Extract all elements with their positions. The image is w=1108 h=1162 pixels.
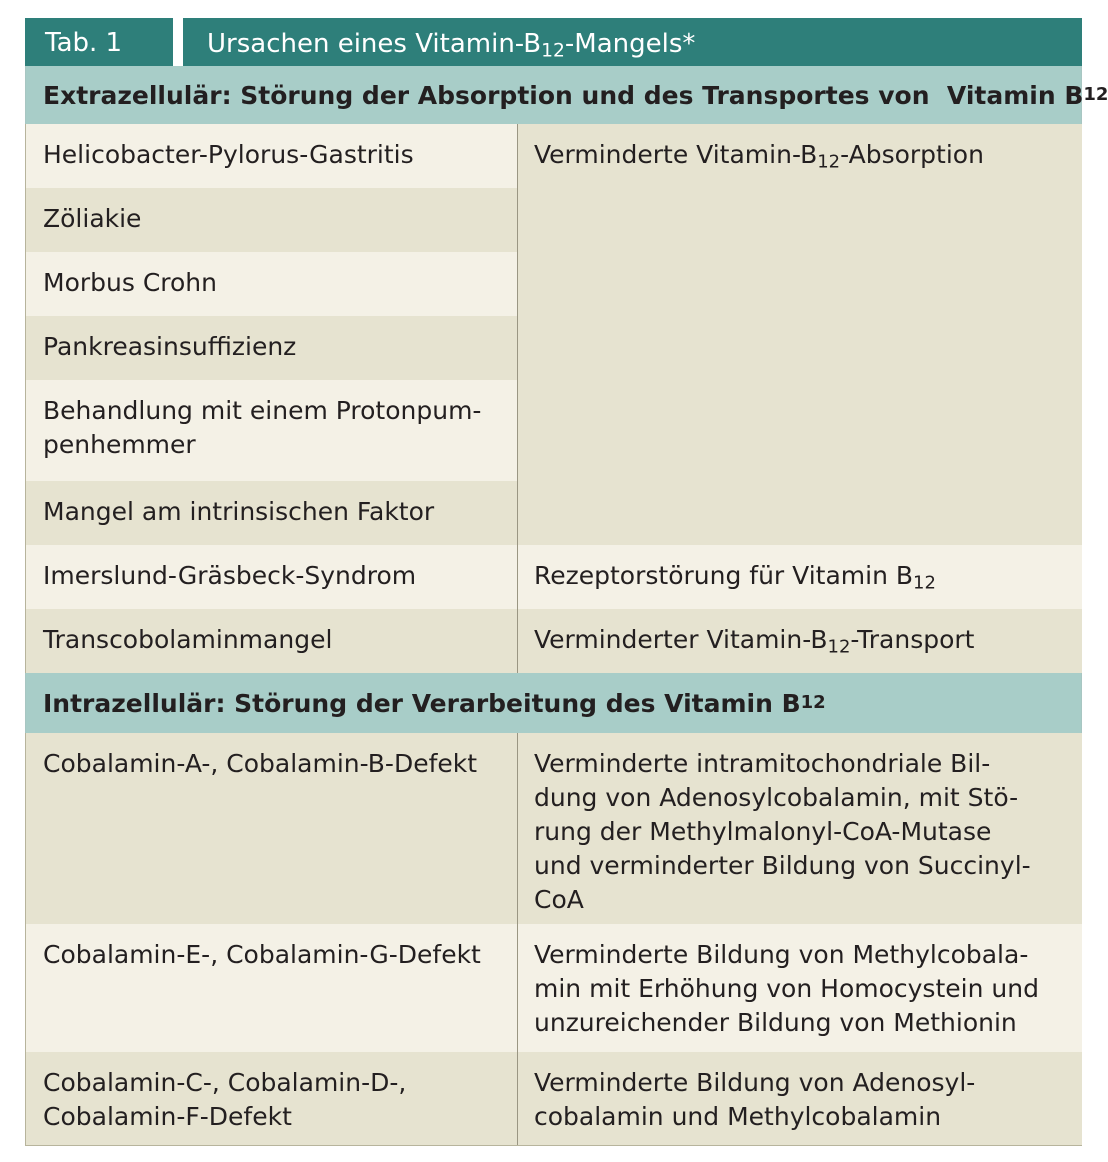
- cause-cell: Cobalamin-E-, Cobalamin-G-Defekt: [26, 924, 518, 1052]
- cause-cell: Transcobolaminmangel: [26, 609, 518, 673]
- cause-cell: Pankreasinsuffizienz: [26, 316, 518, 380]
- table-title: Ursachen eines Vitamin-$B_{12}-Mangels*$: [183, 18, 1082, 66]
- cause-cell: Helicobacter-Pylorus-Gastritis: [26, 124, 518, 188]
- extracellular-grid: [25, 124, 1082, 673]
- cause-cell: Zöliakie: [26, 188, 518, 252]
- cause-cell: Behandlung mit einem Protonpum- penhemmer: [26, 380, 518, 481]
- effect-cell: Rezeptorstörung für Vitamin $B_{12}$: [518, 545, 1082, 609]
- cause-cell: Imerslund-Gräsbeck-Syndrom: [26, 545, 518, 609]
- effect-cell: Verminderte intramitochondriale Bil- dung von Adenosylcobalamin, mit Stö- rung der Methylmalonyl-CoA-Mutase und verminderter Bildung von Succinyl- CoA: [518, 733, 1082, 924]
- table-header-bar: [25, 18, 1082, 66]
- cause-cell: Mangel am intrinsischen Faktor: [26, 481, 518, 545]
- section-header-intracellular: Intrazellulär: Störung der Verarbeitung des Vitamin B 12: [25, 673, 1082, 733]
- cause-cell: Cobalamin-A-, Cobalamin-B-Defekt: [26, 733, 518, 924]
- cause-cell: Cobalamin-C-, Cobalamin-D-, Cobalamin-F-Defekt: [26, 1052, 518, 1145]
- effect-cell: Verminderte Bildung von Adenosyl- cobalamin und Methylcobalamin: [518, 1052, 1082, 1145]
- section-header-extracellular: Extrazellulär: Störung der Absorption und des Transportes von Vitamin B 12: [25, 66, 1082, 124]
- vitamin-b12-table: [25, 18, 1108, 1146]
- effect-cell: Verminderter Vitamin-$B_{12}$-Transport: [518, 609, 1082, 673]
- effect-cell: Verminderte Vitamin-$B_{12}$-Absorption: [518, 124, 1082, 545]
- intracellular-grid: [25, 733, 1082, 1146]
- table-number-label: Tab. 1: [25, 18, 173, 66]
- cause-cell: Morbus Crohn: [26, 252, 518, 316]
- effect-cell: Verminderte Bildung von Methylcobala- min mit Erhöhung von Homocystein und unzureichender Bildung von Methionin: [518, 924, 1082, 1052]
